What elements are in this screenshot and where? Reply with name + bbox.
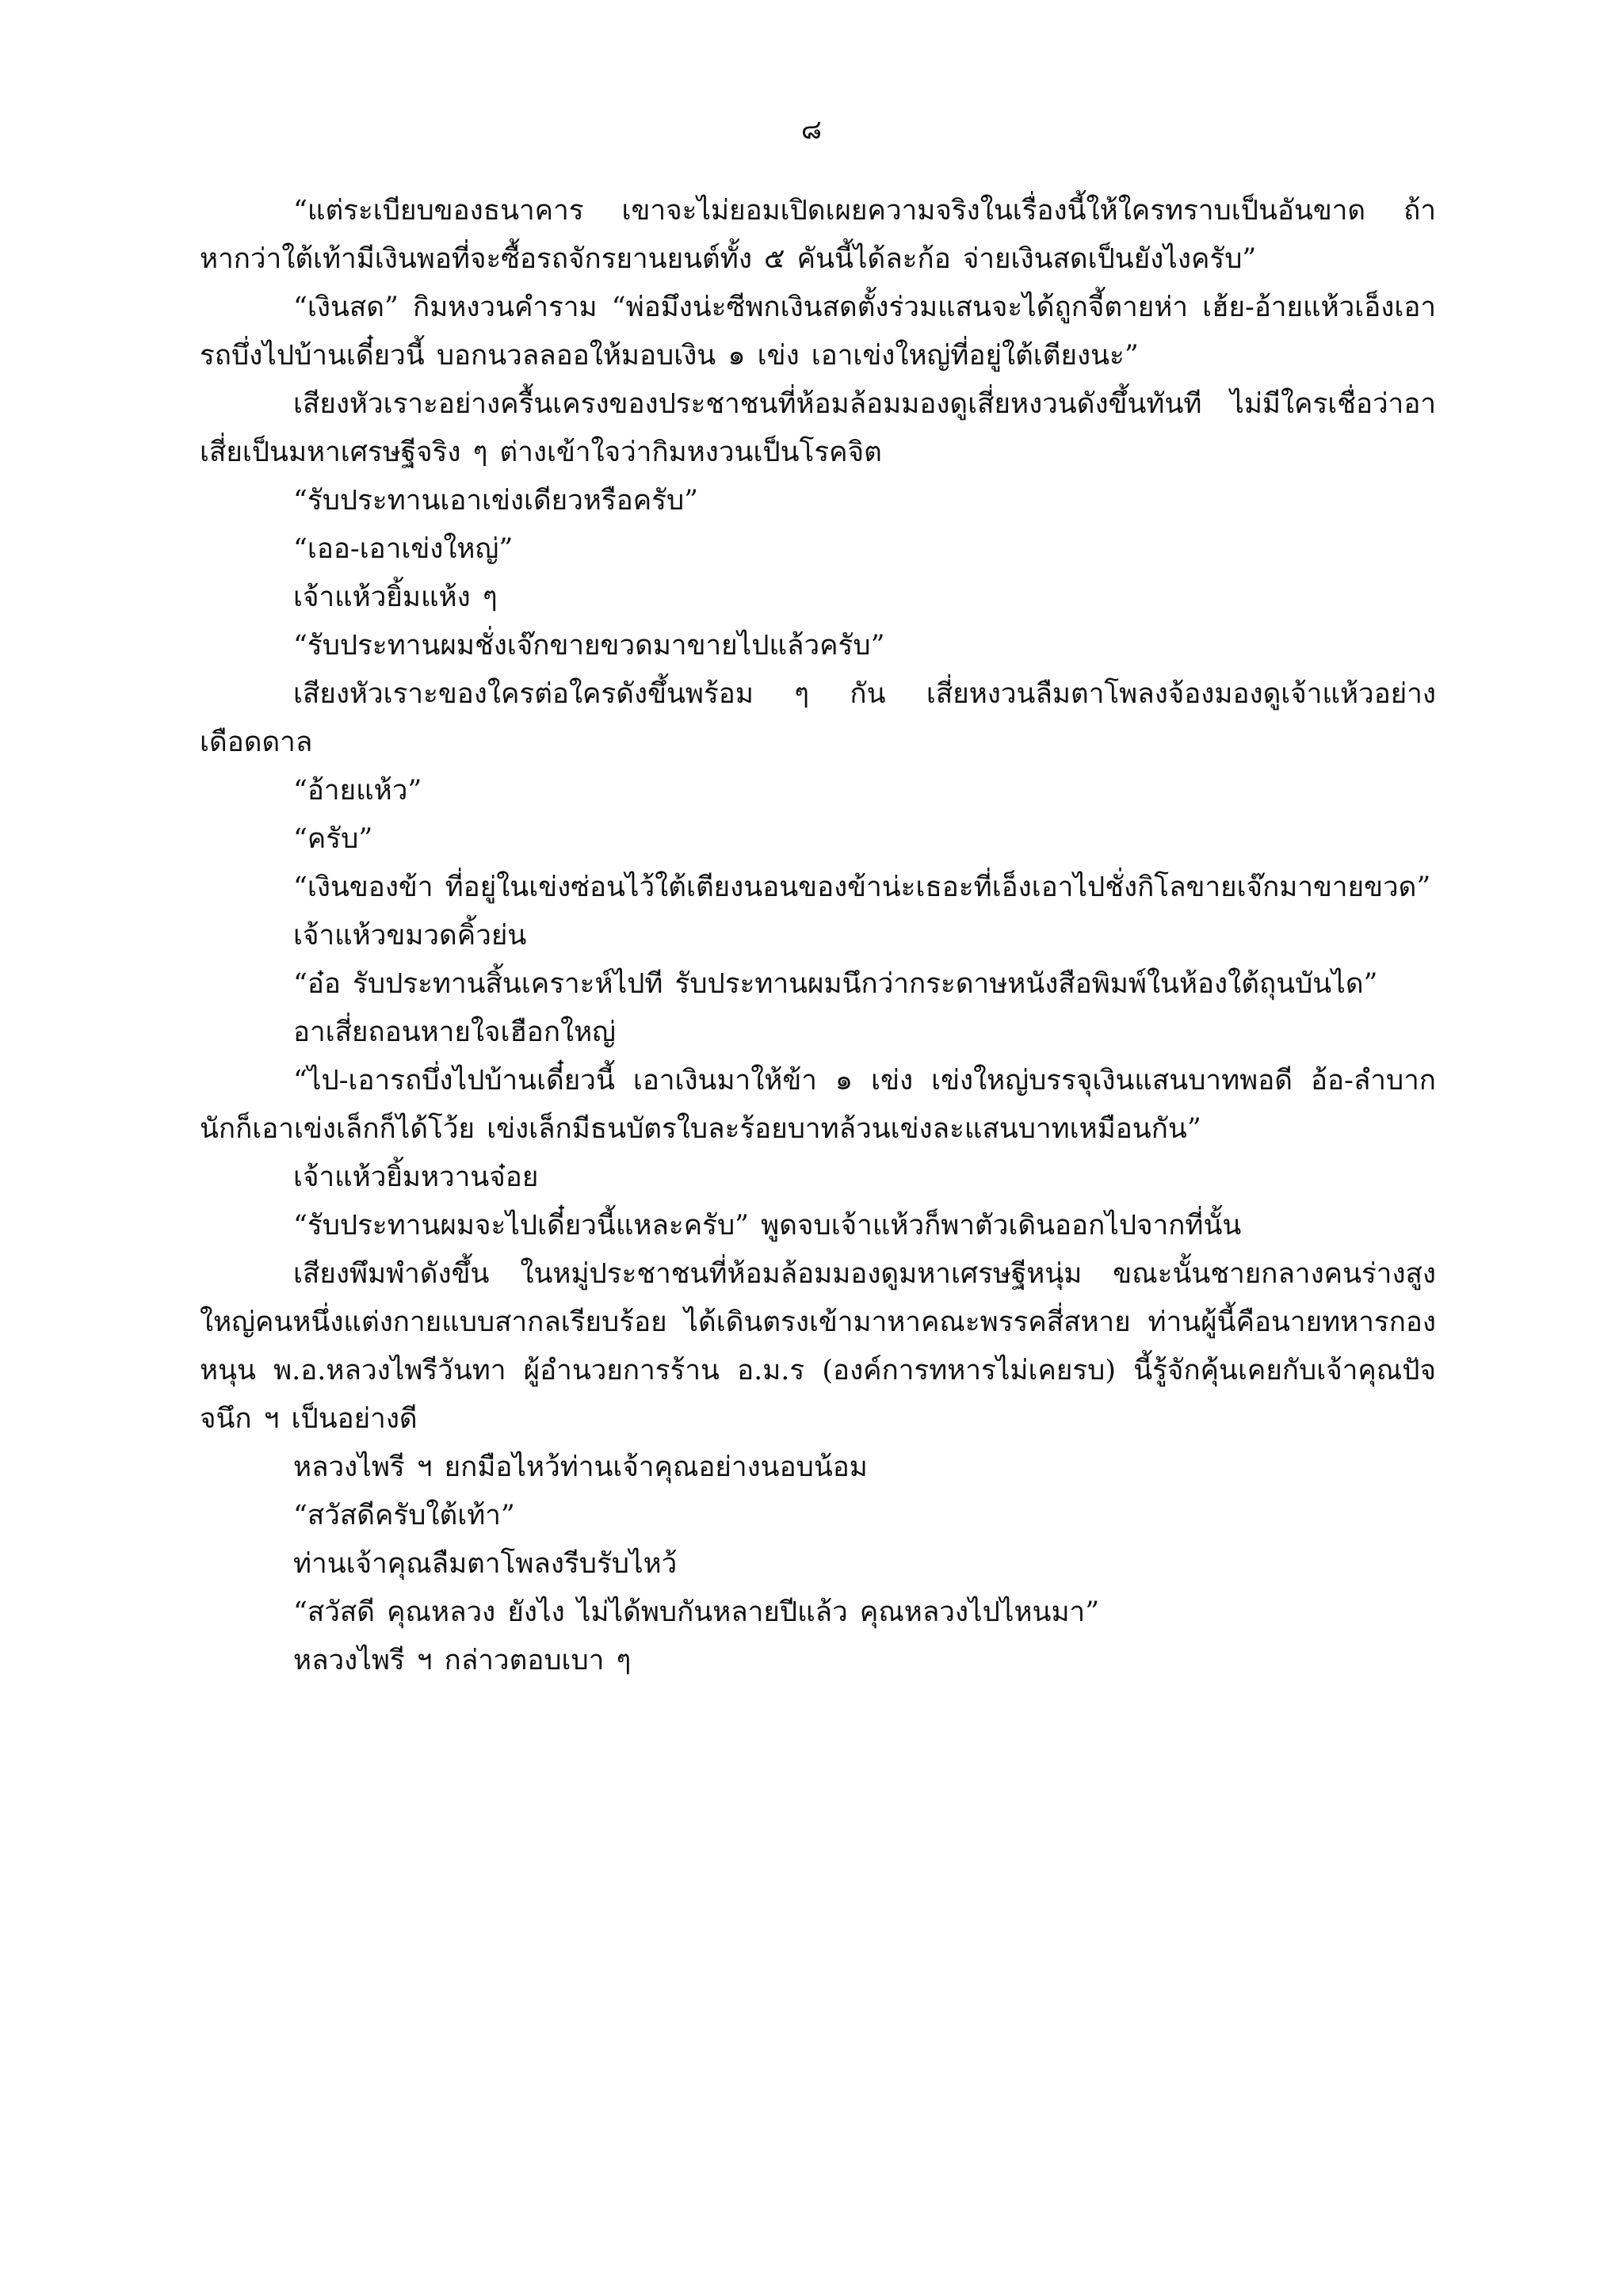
paragraph: “เงินของข้า ที่อยู่ในเข่งซ่อนไว้ใต้เตียงนอนของข้าน่ะเธอะที่เอ็งเอาไปชั่งกิโลขายเจ๊กมาขายขวด”	[293, 871, 1431, 903]
paragraph: “อ้ายแห้ว”	[293, 775, 422, 807]
page-number: ๘	[800, 114, 823, 146]
paragraph: หลวงไพรี ฯ กล่าวตอบเบา ๆ	[293, 1645, 632, 1676]
paragraph: “รับประทานผมจะไปเดี๋ยวนี้แหละครับ” พูดจบเจ้าแห้วก็พาตัวเดินออกไปจากที่นั้น	[293, 1210, 1242, 1241]
paragraph: “สวัสดีครับใต้เท้า”	[293, 1500, 515, 1531]
paragraph: “รับประทานเอาเข่งเดียวหรือครับ”	[293, 485, 699, 517]
paragraph: “รับประทานผมชั่งเจ๊กขายขวดมาขายไปแล้วครับ”	[293, 630, 885, 662]
paragraph: อาเสี่ยถอนหายใจเฮือกใหญ่	[293, 1016, 616, 1048]
body-text	[200, 187, 1436, 1685]
paragraph: เจ้าแห้วยิ้มหวานจ๋อย	[293, 1161, 539, 1193]
paragraph: เสียงหัวเราะอย่างครื้นเครงของประชาชนที่ห้อมล้อมมองดูเสี่ยหงวนดังขึ้นทันที ไม่มีใครเชื่อว่าอาเสี่ยเป็นมหาเศรษฐีจริง ๆ ต่างเข้าใจว่ากิมหงวนเป็นโรคจิต	[200, 388, 1436, 468]
paragraph: ท่านเจ้าคุณลืมตาโพลงรีบรับไหว้	[293, 1548, 678, 1580]
paragraph: “สวัสดี คุณหลวง ยังไง ไม่ได้พบกันหลายปีแล้ว คุณหลวงไปไหนมา”	[293, 1596, 1100, 1628]
paragraph: “ครับ”	[293, 823, 373, 855]
paragraph: “แต่ระเบียบของธนาคาร เขาจะไม่ยอมเปิดเผยความจริงในเรื่องนี้ให้ใครทราบเป็นอันขาด ถ้าหากว่าใต้เท้ามีเงินพอที่จะซื้อรถจักรยานยนต์ทั้ง ๕ คันนี้ได้ละก้อ จ่ายเงินสดเป็นยังไงครับ”	[200, 195, 1436, 275]
paragraph: “อ๋อ รับประทานสิ้นเคราะห์ไปที รับประทานผมนึกว่ากระดาษหนังสือพิมพ์ในห้องใต้ถุนบันได”	[293, 968, 1378, 1000]
paragraph: เสียงพึมพำดังขึ้น ในหมู่ประชาชนที่ห้อมล้อมมองดูมหาเศรษฐีหนุ่ม ขณะนั้นชายกลางคนร่างสูงใหญ่คนหนึ่งแต่งกายแบบสากลเรียบร้อย ได้เดินตรงเข้ามาหาคณะพรรคสี่สหาย ท่านผู้นี้คือนายทหารกองหนุน พ.อ.หลวงไพรีวันทา ผู้อำนวยการร้าน อ.ม.ร (องค์การทหารไม่เคยรบ) นี้รู้จักคุ้นเคยกับเจ้าคุณปัจจนึก ฯ เป็นอย่างดี	[200, 1258, 1436, 1435]
paragraph: “เงินสด” กิมหงวนคำราม “พ่อมึงน่ะซีพกเงินสดตั้งร่วมแสนจะได้ถูกจี้ตายห่า เฮ้ย-อ้ายแห้วเอ็งเอารถบึ่งไปบ้านเดี๋ยวนี้ บอกนวลลออให้มอบเงิน ๑ เข่ง เอาเข่งใหญ่ที่อยู่ใต้เตียงนะ”	[200, 292, 1436, 372]
paragraph: “เออ-เอาเข่งใหญ่”	[293, 533, 514, 565]
paragraph: เจ้าแห้วยิ้มแห้ง ๆ	[293, 582, 498, 613]
paragraph: หลวงไพรี ฯ ยกมือไหว้ท่านเจ้าคุณอย่างนอบน้อม	[293, 1451, 868, 1483]
paragraph: เจ้าแห้วขมวดคิ้วย่น	[293, 920, 527, 952]
paragraph: เสียงหัวเราะของใครต่อใครดังขึ้นพร้อม ๆ กัน เสี่ยหงวนลืมตาโพลงจ้องมองดูเจ้าแห้วอย่างเดือดดาล	[200, 678, 1436, 758]
paragraph: “ไป-เอารถบึ่งไปบ้านเดี๋ยวนี้ เอาเงินมาให้ข้า ๑ เข่ง เข่งใหญ่บรรจุเงินแสนบาทพอดี อ้อ-ลำบากนักก็เอาเข่งเล็กก็ได้โว้ย เข่งเล็กมีธนบัตรใบละร้อยบาทล้วนเข่งละแสนบาทเหมือนกัน”	[200, 1065, 1436, 1145]
